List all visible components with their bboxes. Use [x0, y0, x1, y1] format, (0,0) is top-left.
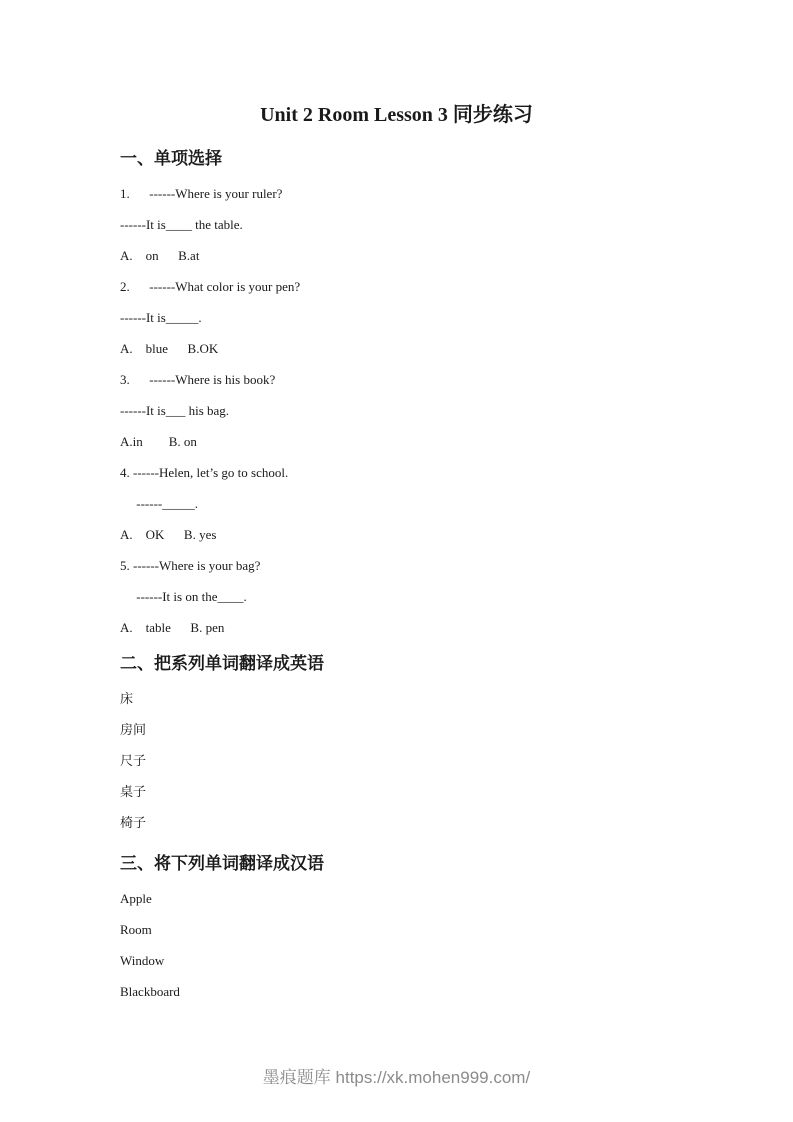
- footer-watermark: 墨痕题库 https://xk.mohen999.com/: [262, 1068, 531, 1087]
- worksheet-line: A. table B. pen: [120, 620, 225, 635]
- worksheet-line: 2. ------What color is your pen?: [120, 279, 301, 294]
- worksheet-line: A. OK B. yes: [120, 527, 217, 542]
- worksheet-line: ------It is____ the table.: [120, 217, 243, 232]
- section-translate-to-english: [120, 649, 673, 838]
- worksheet-line: ------_____.: [120, 496, 198, 511]
- worksheet-line: Blackboard: [120, 984, 180, 999]
- worksheet-line: 床: [120, 691, 134, 706]
- section-lines: [120, 178, 673, 643]
- worksheet-line: A.in B. on: [120, 434, 197, 449]
- worksheet-line: Room: [120, 922, 152, 937]
- section-lines: [120, 683, 673, 838]
- worksheet-line: 椅子: [120, 815, 147, 830]
- worksheet-line: Window: [120, 953, 165, 968]
- section-heading: 三、将下列单词翻译成汉语: [120, 854, 324, 873]
- worksheet-line: 4. ------Helen, let’s go to school.: [120, 465, 289, 480]
- worksheet-line: 1. ------Where is your ruler?: [120, 186, 283, 201]
- section-multiple-choice: [120, 144, 673, 643]
- worksheet-line: 尺子: [120, 753, 147, 768]
- section-heading: 一、单项选择: [120, 149, 222, 168]
- worksheet-line: ------It is on the____.: [120, 589, 247, 604]
- worksheet-line: 房间: [120, 722, 147, 737]
- section-lines: [120, 883, 673, 1007]
- worksheet-line: 桌子: [120, 784, 147, 799]
- worksheet-line: 3. ------Where is his book?: [120, 372, 276, 387]
- worksheet-line: Apple: [120, 891, 152, 906]
- worksheet-line: ------It is_____.: [120, 310, 202, 325]
- section-translate-to-chinese: [120, 849, 673, 1007]
- worksheet-line: ------It is___ his bag.: [120, 403, 230, 418]
- section-heading: 二、把系列单词翻译成英语: [120, 654, 324, 673]
- worksheet-line: A. on B.at: [120, 248, 200, 263]
- page-title: Unit 2 Room Lesson 3 同步练习: [260, 104, 533, 126]
- worksheet-line: A. blue B.OK: [120, 341, 219, 356]
- worksheet-line: 5. ------Where is your bag?: [120, 558, 261, 573]
